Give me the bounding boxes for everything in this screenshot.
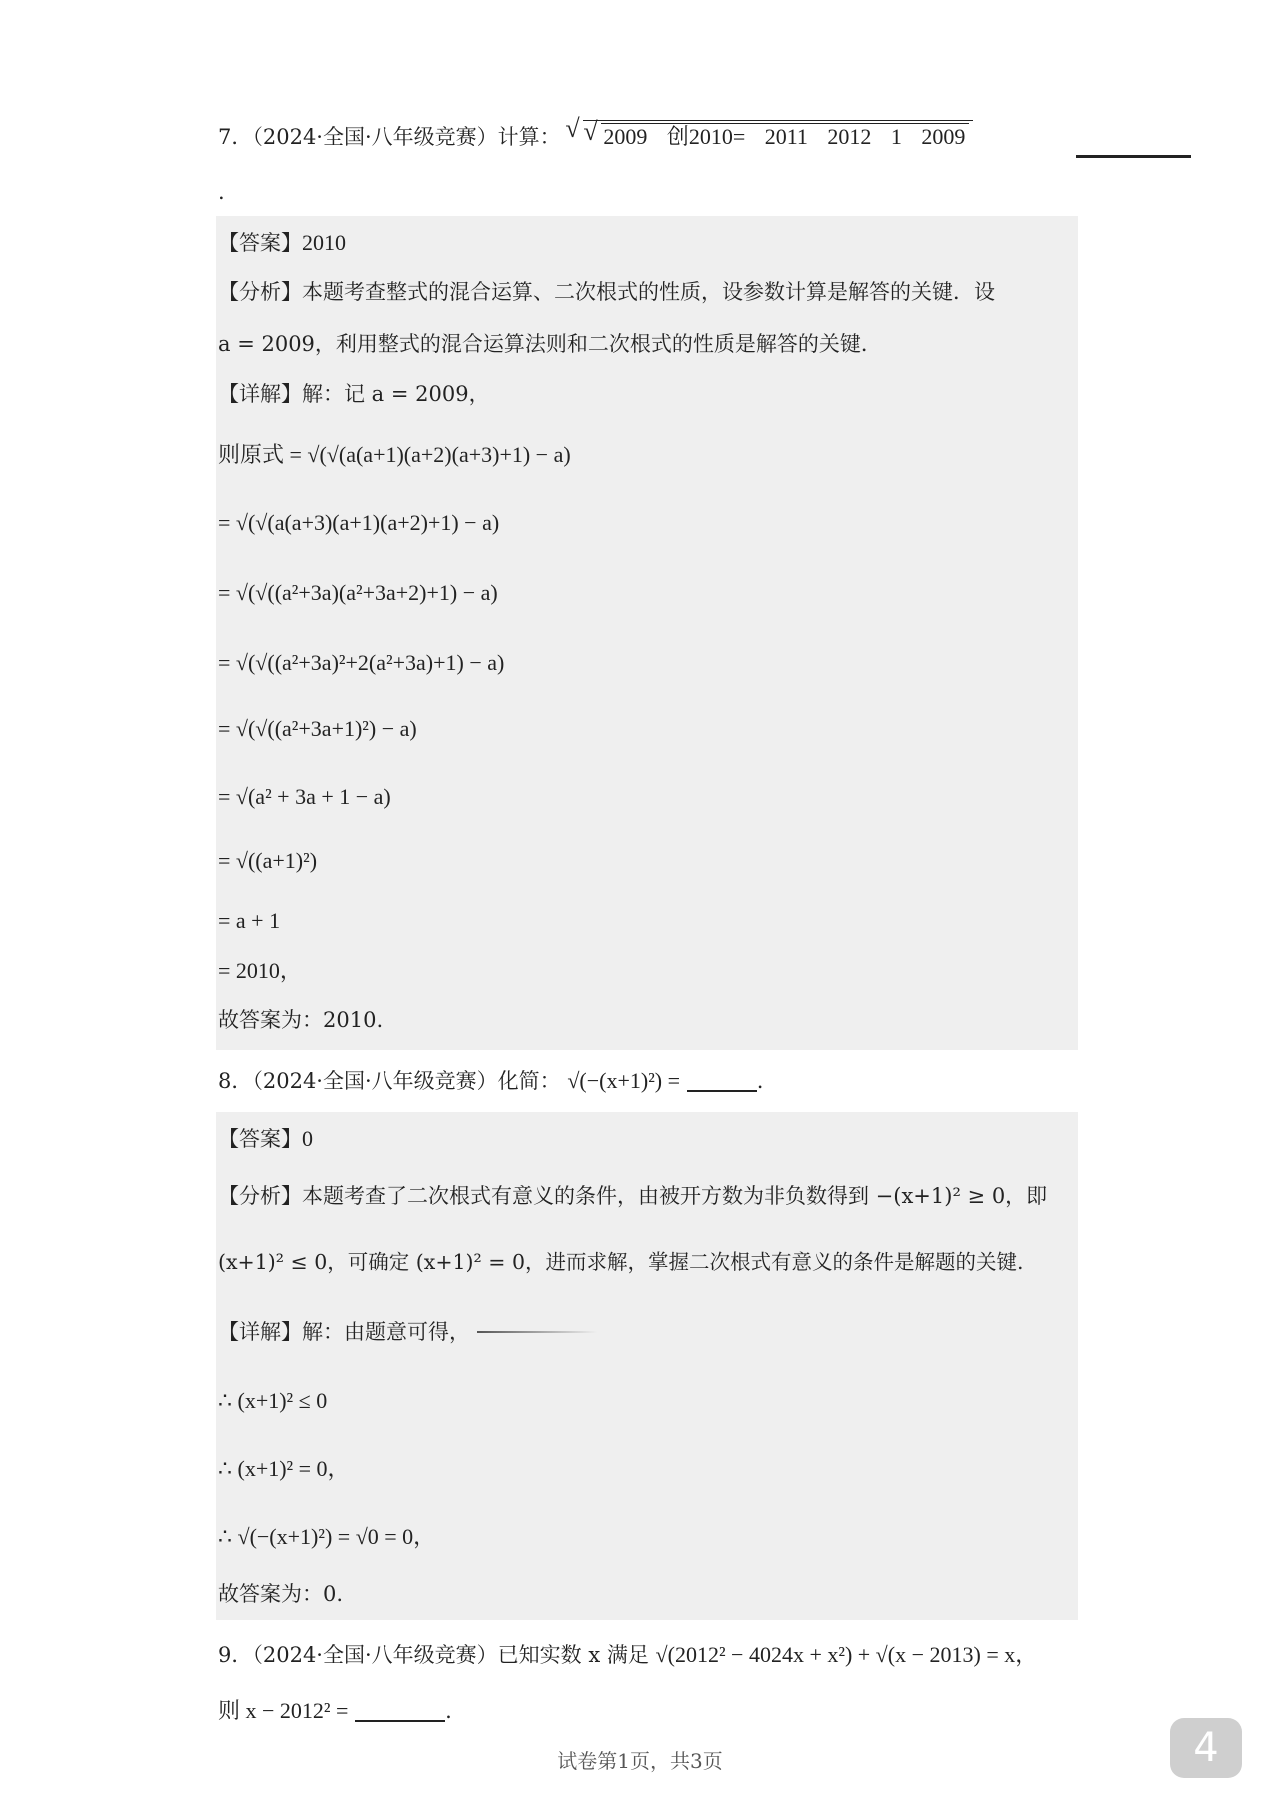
- q7-answer-blank: [1076, 155, 1191, 158]
- q9-answer-blank: [355, 1720, 445, 1722]
- q7-step-2: = √(√((a²+3a)(a²+3a+2)+1) − a): [218, 580, 498, 605]
- q7-step-7: = a + 1: [218, 908, 281, 933]
- q7-step-5: = √(a² + 3a + 1 − a): [218, 784, 391, 809]
- q8-expression: √(−(x+1)²) =: [567, 1068, 681, 1093]
- q7-answer-line: 【答案】2010: [218, 230, 346, 255]
- q9-ask: 则 x − 2012² =: [218, 1698, 349, 1723]
- q8-conclusion: 故答案为：0.: [218, 1582, 344, 1606]
- q8-analysis-1: 【分析】本题考查了二次根式有意义的条件，由被开方数为非负数得到 −(x+1)² ≥ 0，即: [218, 1184, 1048, 1208]
- q8-step-0: ∴ (x+1)² ≤ 0: [218, 1388, 328, 1413]
- q7-step-8: = 2010，: [218, 958, 302, 983]
- q7-analysis-2: a = 2009，利用整式的混合运算法则和二次根式的性质是解答的关键．: [218, 332, 882, 356]
- q7-expression: √ √ 2009 创2010= 2011 2012 1 2009: [567, 120, 973, 148]
- q8-answer-blank: [687, 1090, 757, 1092]
- q8-stem-line: 8．（2024·全国·八年级竞赛）化简： √(−(x+1)²) = .: [218, 1068, 764, 1093]
- q7-conclusion: 故答案为：2010.: [218, 1008, 384, 1032]
- q8-answer-line: 【答案】0: [218, 1126, 313, 1151]
- q7-analysis-1: 【分析】本题考查整式的混合运算、二次根式的性质，设参数计算是解答的关键．设: [218, 280, 995, 304]
- q7-step-4: = √(√((a²+3a+1)²) − a): [218, 716, 417, 741]
- q8-step-2: ∴ √(−(x+1)²) = √0 = 0，: [218, 1524, 436, 1549]
- q8-answer: 0: [302, 1126, 313, 1151]
- q8-step-1: ∴ (x+1)² = 0，: [218, 1456, 350, 1481]
- page-number-badge[interactable]: 4: [1170, 1718, 1242, 1778]
- q7-answer: 2010: [302, 230, 346, 255]
- q7-step-3: = √(√((a²+3a)²+2(a²+3a)+1) − a): [218, 650, 505, 675]
- blurred-region: [477, 1331, 597, 1333]
- q9-stem-line: [218, 1644, 1037, 1666]
- q7-stem: 7．（2024·全国·八年级竞赛）计算：: [218, 125, 561, 149]
- q7-stem-line: [218, 120, 973, 148]
- q7-detail-intro: 【详解】解：记 a = 2009，: [218, 382, 490, 406]
- q8-analysis-2: (x+1)² ≤ 0，可确定 (x+1)² = 0，进而求解，掌握二次根式有意义的条件是解题的关键.: [218, 1250, 1024, 1274]
- q9-stem: 9．（2024·全国·八年级竞赛）已知实数 x 满足: [218, 1643, 649, 1667]
- q9-condition: √(2012² − 4024x + x²) + √(x − 2013) = x，: [655, 1642, 1038, 1667]
- q7-tail: .: [218, 180, 225, 204]
- q8-stem: 8．（2024·全国·八年级竞赛）化简：: [218, 1069, 561, 1093]
- q9-ask-line: 则 x − 2012² = .: [218, 1698, 452, 1723]
- q7-step-6: = √((a+1)²): [218, 848, 318, 873]
- q7-step-1: = √(√(a(a+3)(a+1)(a+2)+1) − a): [218, 510, 500, 535]
- q7-step-0: 则原式 = √(√(a(a+1)(a+2)(a+3)+1) − a): [218, 442, 571, 467]
- page-footer: 试卷第1页，共3页: [557, 1749, 723, 1773]
- q8-detail-intro: 【详解】解：由题意可得，: [218, 1322, 597, 1343]
